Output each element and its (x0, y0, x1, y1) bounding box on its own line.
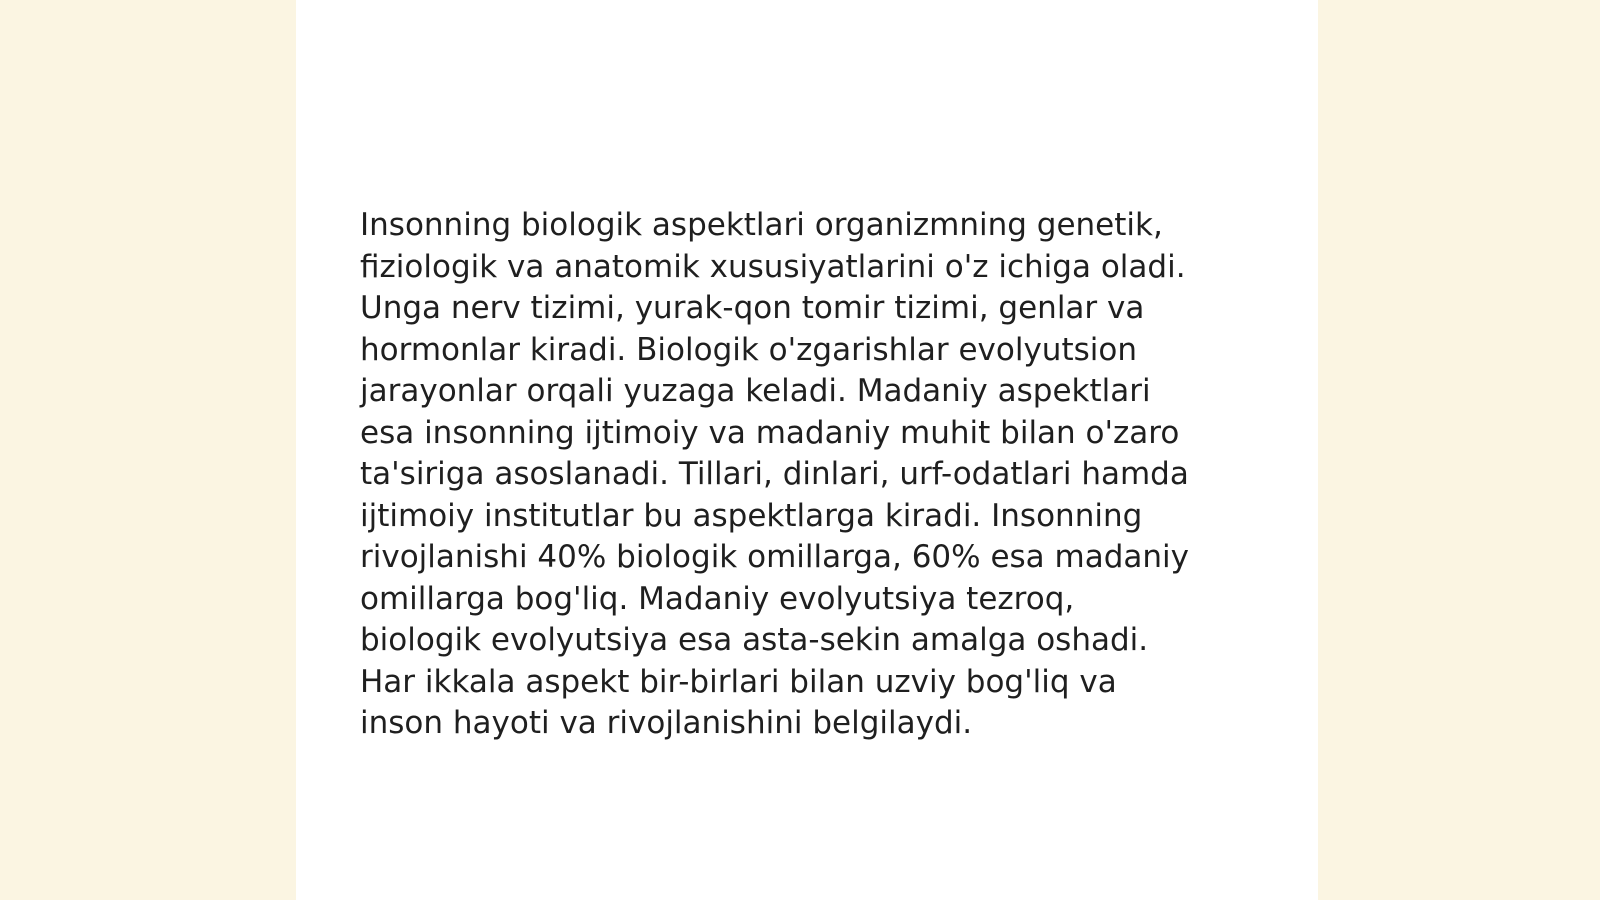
text-line: inson hayoti va rivojlanishini belgilaydi. (360, 705, 973, 741)
text-line: omillarga bog'liq. Madaniy evolyutsiya tezroq, (360, 580, 1075, 617)
text-line: rivojlanishi 40% biologik omillarga, 60% esa madaniy (360, 539, 1189, 575)
text-line: ta'siriga asoslanadi. Tillari, dinlari, urf-odatlari hamda (360, 456, 1189, 492)
text-line: esa insonning ijtimoiy va madaniy muhit bilan o'zaro (360, 414, 1180, 451)
left-margin-background (0, 0, 296, 900)
text-line: fiziologik va anatomik xususiyatlarini o'z ichiga oladi. (360, 248, 1186, 285)
slide-canvas (296, 0, 1318, 900)
text-line: hormonlar kiradi. Biologik o'zgarishlar evolyutsion (360, 331, 1137, 368)
text-line: ijtimoiy institutlar bu aspektlarga kiradi. Insonning (360, 497, 1143, 534)
text-line: Insonning biologik aspektlari organizmning genetik, (360, 207, 1163, 243)
text-line: biologik evolyutsiya esa asta-sekin amalga oshadi. (360, 622, 1149, 658)
slide-body-text (360, 205, 1240, 745)
text-line: jarayonlar orqali yuzaga keladi. Madaniy aspektlari (360, 373, 1151, 409)
right-margin-background (1318, 0, 1600, 900)
text-line: Unga nerv tizimi, yurak-qon tomir tizimi, genlar va (360, 290, 1145, 326)
text-line: Har ikkala aspekt bir-birlari bilan uzviy bog'liq va (360, 663, 1117, 700)
